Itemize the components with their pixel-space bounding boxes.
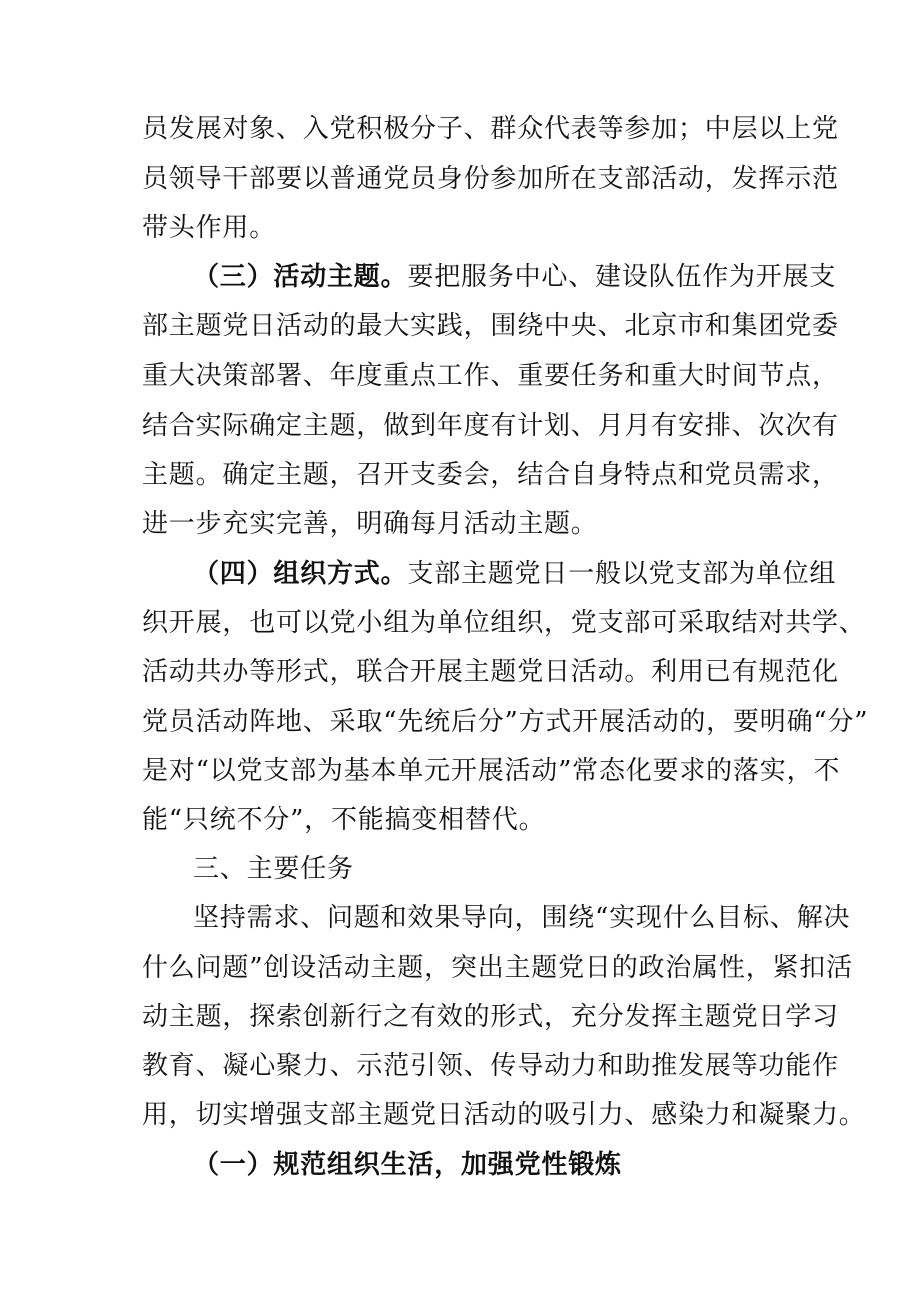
paragraph-text: 要把服务中心、建设队伍作为开展支	[407, 262, 837, 292]
paragraph-line: 用，切实增强支部主题党日活动的吸引力、感染力和凝聚力。	[142, 1100, 866, 1130]
paragraph-line: 动主题，探索创新行之有效的形式，充分发挥主题党日学习	[142, 1002, 839, 1032]
paragraph-line: 主题。确定主题，召开支委会，结合自身特点和党员需求，	[142, 460, 839, 490]
section-heading-main-tasks: 三、主要任务	[193, 854, 354, 884]
paragraph-line: 员发展对象、入党积极分子、群众代表等参加；中层以上党	[142, 114, 839, 144]
paragraph-line: 进一步充实完善，明确每月活动主题。	[142, 509, 598, 539]
paragraph-line: 带头作用。	[142, 213, 277, 243]
paragraph-line: 是对“以党支部为基本单元开展活动”常态化要求的落实，不	[142, 756, 841, 786]
section-4-first-line	[193, 556, 837, 592]
paragraph-line: 重大决策部署、年度重点工作、重要任务和重大时间节点，	[142, 361, 839, 391]
paragraph-line: 织开展，也可以党小组为单位组织，党支部可采取结对共学、	[142, 608, 866, 638]
paragraph-line: 部主题党日活动的最大实践，围绕中央、北京市和集团党委	[142, 311, 839, 341]
paragraph-line: 坚持需求、问题和效果导向，围绕“实现什么目标、解决	[193, 903, 851, 933]
paragraph-line: 结合实际确定主题，做到年度有计划、月月有安排、次次有	[142, 411, 839, 441]
section-3-first-line	[193, 259, 837, 295]
paragraph-line: 党员活动阵地、采取“先统后分”方式开展活动的，要明确“分”	[142, 707, 869, 737]
section-heading-activity-theme: （三）活动主题。	[193, 262, 408, 292]
paragraph-line: 什么问题”创设活动主题，突出主题党日的政治属性，紧扣活	[142, 953, 853, 983]
section-heading-organization-method: （四）组织方式。	[193, 559, 408, 589]
paragraph-line: 教育、凝心聚力、示范引领、传导动力和助推发展等功能作	[142, 1051, 839, 1081]
paragraph-line: 活动共办等形式，联合开展主题党日活动。利用已有规范化	[142, 657, 839, 687]
paragraph-line: 能“只统不分”，不能搞变相替代。	[142, 805, 546, 835]
paragraph-line: 员领导干部要以普通党员身份参加所在支部活动，发挥示范	[142, 164, 839, 194]
paragraph-text: 支部主题党日一般以党支部为单位组	[407, 559, 837, 589]
subsection-heading: （一）规范组织生活，加强党性锻炼	[193, 1150, 622, 1180]
